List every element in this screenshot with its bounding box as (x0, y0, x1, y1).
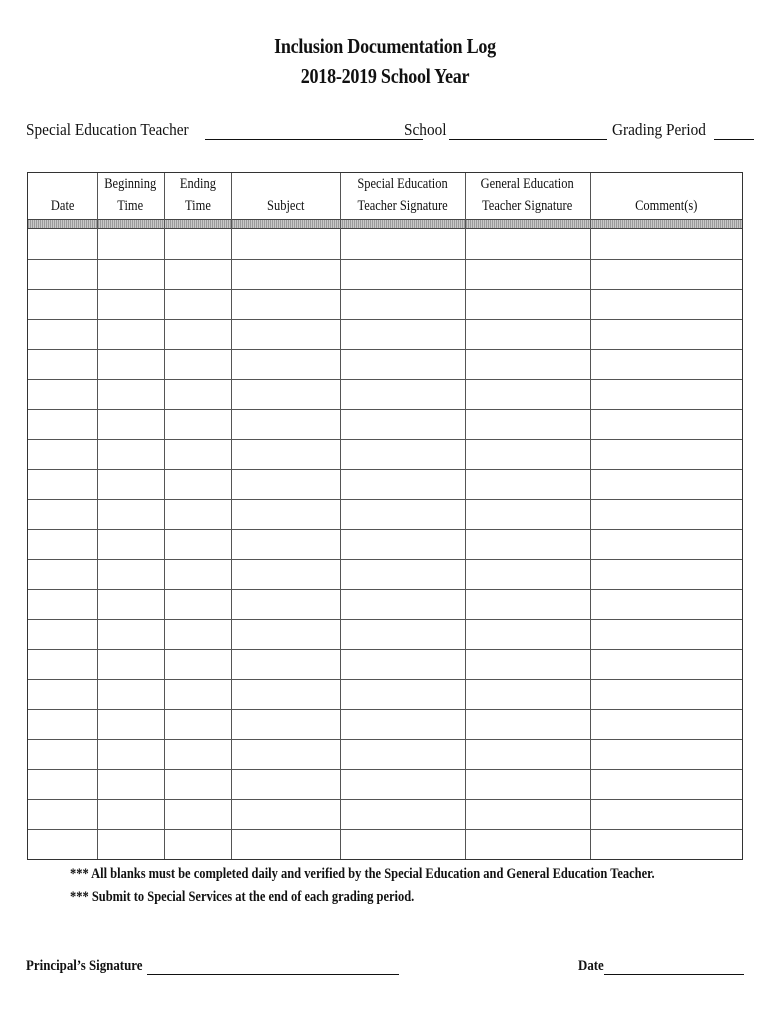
log-table (27, 172, 743, 860)
column-divider (231, 173, 232, 859)
column-divider (340, 173, 341, 859)
table-row-divider (28, 679, 742, 680)
table-row-divider (28, 349, 742, 350)
header-separator-band (28, 219, 742, 229)
col-header-date: Date (50, 198, 75, 214)
table-row-divider (28, 739, 742, 740)
school-label: School (404, 120, 447, 139)
page-title: Inclusion Documentation Log (274, 34, 496, 58)
table-row-divider (28, 769, 742, 770)
col-header-gened-signature: General Education Teacher Signature (480, 176, 575, 214)
grading-period-field[interactable] (612, 120, 754, 140)
table-row-divider (28, 499, 742, 500)
principal-signature-label: Principal’s Signature (26, 958, 143, 974)
signature-row (26, 956, 742, 980)
column-divider (164, 173, 165, 859)
principal-signature-line[interactable] (147, 956, 399, 975)
teacher-label: Special Education Teacher (26, 120, 189, 139)
date-label: Date (578, 958, 604, 974)
table-row-divider (28, 259, 742, 260)
column-divider (465, 173, 466, 859)
column-divider (97, 173, 98, 859)
table-row-divider (28, 619, 742, 620)
col-header-subject: Subject (266, 198, 305, 214)
date-field[interactable] (578, 956, 744, 975)
table-row-divider (28, 319, 742, 320)
table-row-divider (28, 799, 742, 800)
table-row-divider (28, 829, 742, 830)
grading-period-label: Grading Period (612, 120, 706, 139)
grading-period-input-line[interactable] (714, 121, 754, 140)
table-row-divider (28, 469, 742, 470)
header-fields (26, 120, 738, 148)
table-row-divider (28, 439, 742, 440)
school-field[interactable] (404, 120, 607, 140)
teacher-field[interactable] (26, 120, 423, 140)
col-header-comments: Comment(s) (634, 198, 698, 214)
table-row-divider (28, 589, 742, 590)
column-divider (590, 173, 591, 859)
col-header-ending-time: Ending Time (179, 176, 216, 214)
instruction-note: *** Submit to Special Services at the end of each grading period. (70, 889, 415, 905)
table-row-divider (28, 379, 742, 380)
table-row-divider (28, 409, 742, 410)
table-row-divider (28, 529, 742, 530)
date-input-line[interactable] (604, 956, 744, 975)
col-header-beginning-time: Beginning Time (104, 176, 157, 214)
principal-signature-field[interactable] (26, 956, 399, 975)
table-row-divider (28, 649, 742, 650)
school-input-line[interactable] (449, 121, 607, 140)
teacher-input-line[interactable] (205, 121, 423, 140)
instruction-note: *** All blanks must be completed daily and verified by the Special Education and General Education Teacher. (70, 866, 655, 882)
col-header-sped-signature: Special Education Teacher Signature (357, 176, 448, 214)
table-row-divider (28, 289, 742, 290)
page-subtitle: 2018-2019 School Year (300, 64, 470, 88)
table-row-divider (28, 709, 742, 710)
table-row-divider (28, 559, 742, 560)
